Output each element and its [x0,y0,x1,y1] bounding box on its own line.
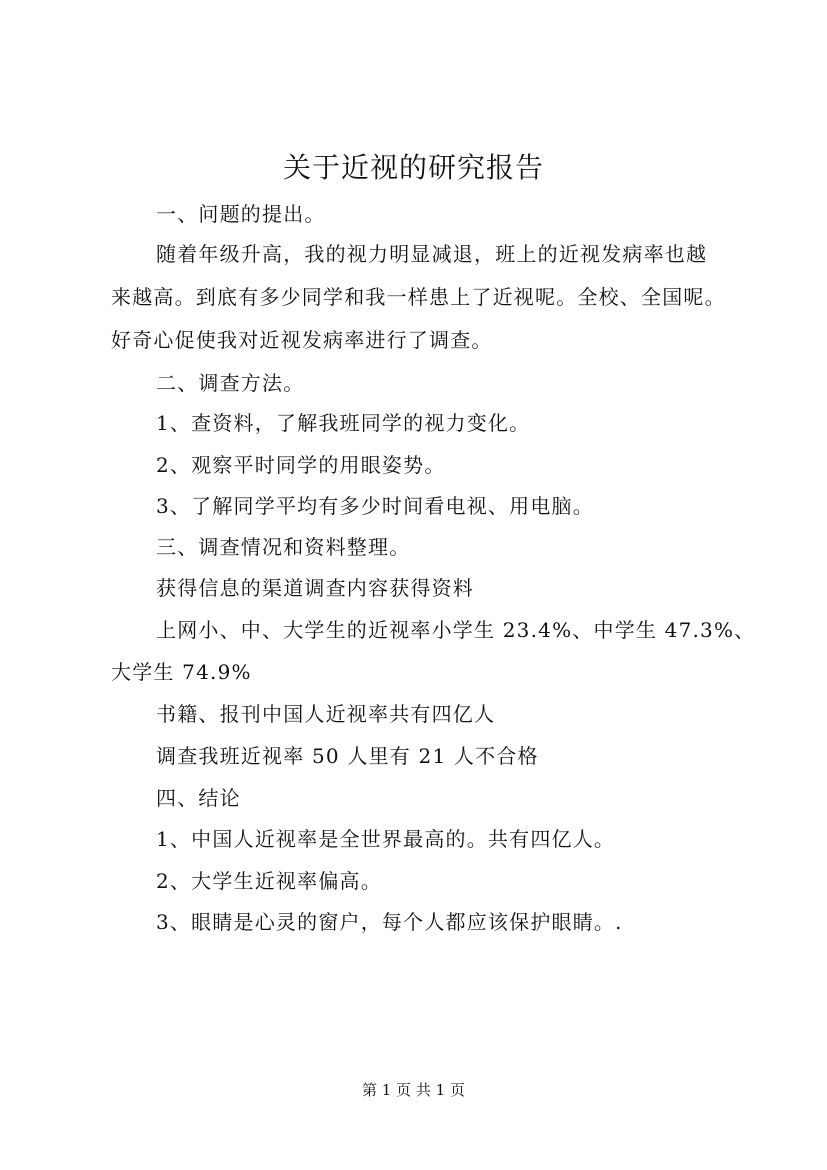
list-item: 1、中国人近视率是全世界最高的。共有四亿人。 [156,827,616,851]
paragraph-line: 好奇心促使我对近视发病率进行了调查。 [111,328,493,352]
list-item: 3、了解同学平均有多少时间看电视、用电脑。 [156,494,594,518]
paragraph-line: 获得信息的渠道调查内容获得资料 [156,576,474,600]
section-heading-2: 二、调查方法。 [156,371,305,395]
list-item: 2、观察平时同学的用眼姿势。 [156,453,446,477]
paragraph-line: 来越高。到底有多少同学和我一样患上了近视呢。全校、全国呢。 [111,285,726,309]
paragraph-line: 调查我班近视率 50 人里有 21 人不合格 [156,744,539,768]
section-heading-4: 四、结论 [156,786,241,810]
section-heading-1: 一、问题的提出。 [156,202,326,226]
section-heading-3: 三、调查情况和资料整理。 [156,535,411,559]
list-item: 1、查资料，了解我班同学的视力变化。 [156,411,531,435]
paragraph-line: 随着年级升高，我的视力明显减退，班上的近视发病率也越 [156,242,708,266]
list-item: 2、大学生近视率偏高。 [156,869,382,893]
list-item: 3、眼睛是心灵的窗户，每个人都应该保护眼睛。. [156,910,623,934]
paragraph-line: 大学生 74.9% [111,660,252,684]
document-title: 关于近视的研究报告 [282,151,544,184]
paragraph-line: 上网小、中、大学生的近视率小学生 23.4%、中学生 47.3%、 [156,618,756,642]
page-number-footer: 第 1 页 共 1 页 [362,1081,465,1099]
paragraph-line: 书籍、报刊中国人近视率共有四亿人 [156,702,496,726]
